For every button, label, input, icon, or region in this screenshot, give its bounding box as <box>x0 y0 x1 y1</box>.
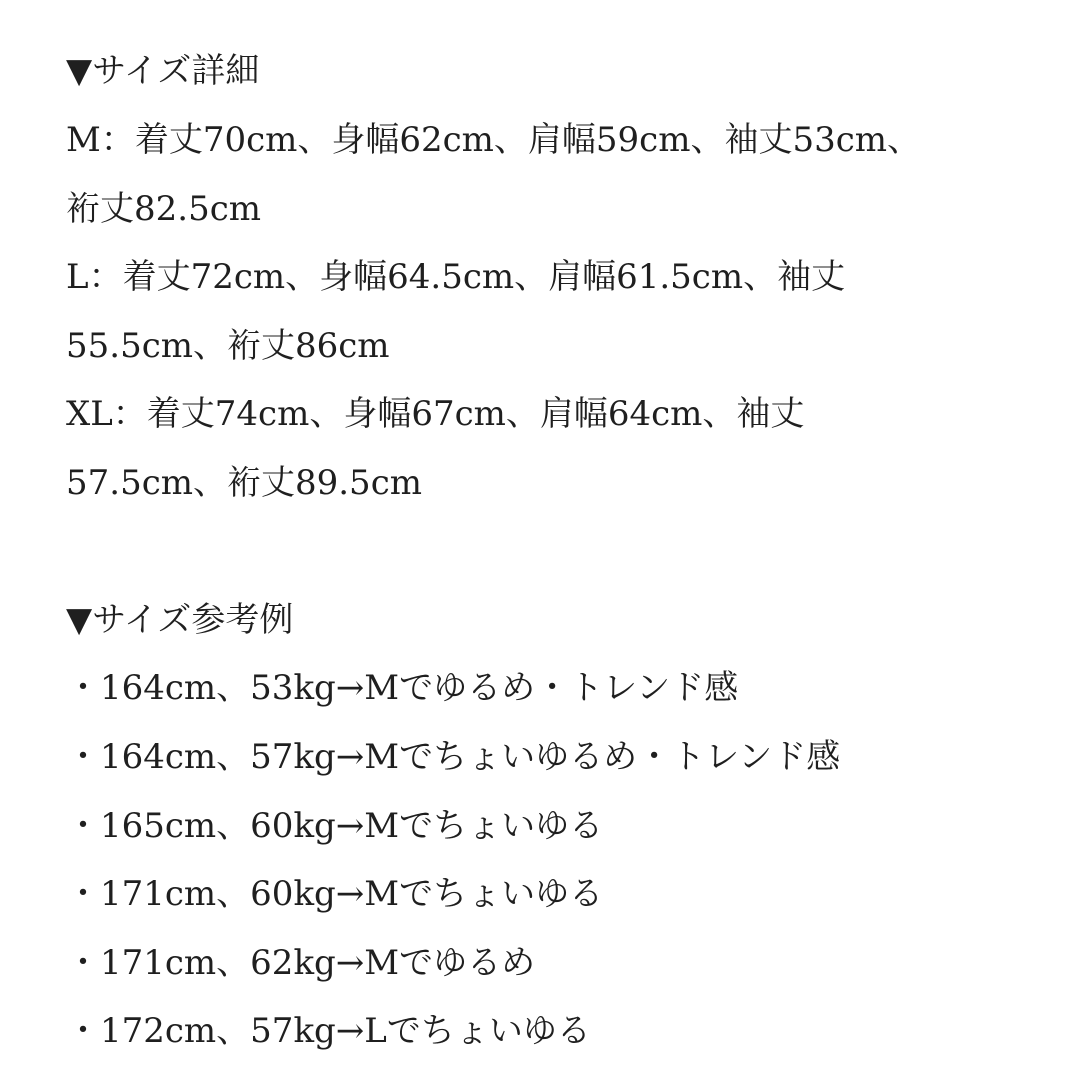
size-detail-line: 57.5cm、裄丈89.5cm <box>66 463 422 503</box>
size-detail-line: 裄丈82.5cm <box>66 189 261 229</box>
size-example-item: ・171cm、60kg→Mでちょいゆる <box>66 874 604 914</box>
size-detail-line: L：着丈72cm、身幅64.5cm、肩幅61.5cm、袖丈 <box>66 257 846 297</box>
size-detail-line: 55.5cm、裄丈86cm <box>66 326 390 366</box>
size-details-heading: ▼サイズ詳細 <box>66 51 260 91</box>
size-example-item: ・164cm、53kg→Mでゆるめ・トレンド感 <box>66 668 739 708</box>
size-detail-line: XL：着丈74cm、身幅67cm、肩幅64cm、袖丈 <box>66 394 805 434</box>
size-example-item: ・171cm、62kg→Mでゆるめ <box>66 943 536 983</box>
product-description <box>66 0 1066 1080</box>
size-example-item: ・164cm、57kg→Mでちょいゆるめ・トレンド感 <box>66 737 841 777</box>
size-example-item: ・172cm、57kg→Lでちょいゆる <box>66 1011 591 1051</box>
size-example-item: ・165cm、60kg→Mでちょいゆる <box>66 806 604 846</box>
size-examples-heading: ▼サイズ参考例 <box>66 600 294 640</box>
size-detail-line: M：着丈70cm、身幅62cm、肩幅59cm、袖丈53cm、 <box>66 120 921 160</box>
